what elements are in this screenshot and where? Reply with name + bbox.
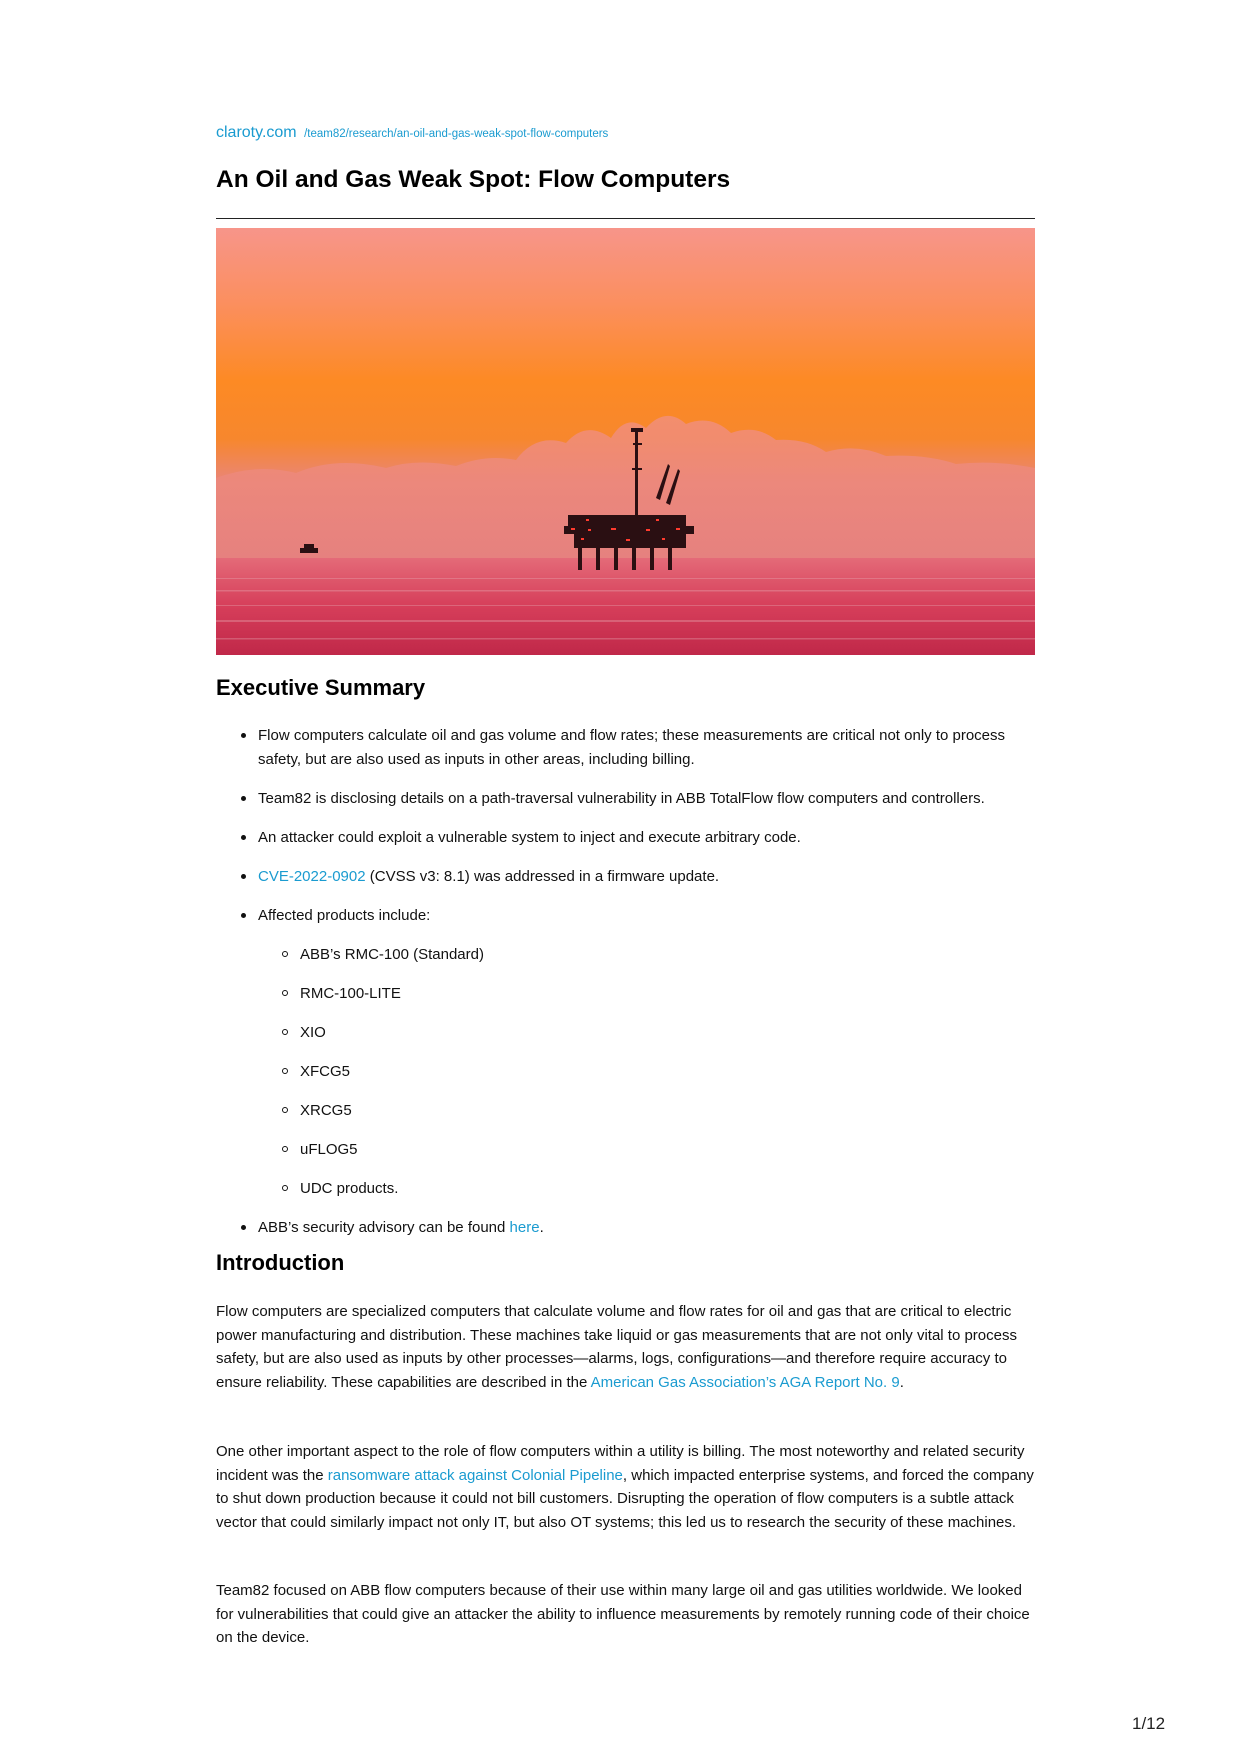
list-item: UDC products. <box>258 1177 1035 1201</box>
list-item: XFCG5 <box>258 1060 1035 1084</box>
summary-bullet-5: Affected products include: ABB’s RMC-100 (Standard) RMC-100-LITE XIO XFCG5 XRCG5 uFLOG5 UDC products. <box>216 904 1035 1201</box>
page-title: An Oil and Gas Weak Spot: Flow Computers <box>216 166 731 193</box>
executive-summary-heading: Executive Summary <box>216 675 426 700</box>
executive-summary-list <box>216 724 1035 1255</box>
offshore-oil-platform-sunset-image <box>216 228 1035 655</box>
affected-products-list <box>258 943 1035 1201</box>
introduction-heading: Introduction <box>216 1250 345 1275</box>
list-item: XRCG5 <box>258 1099 1035 1123</box>
summary-bullet-2: Team82 is disclosing details on a path-traversal vulnerability in ABB TotalFlow flow computers and controllers. <box>216 787 1035 811</box>
list-item: ABB’s RMC-100 (Standard) <box>258 943 1035 967</box>
page-number: 1/12 <box>1132 1714 1166 1733</box>
summary-bullet-1: Flow computers calculate oil and gas volume and flow rates; these measurements are critical not only to process safety, but are also used as inputs in other areas, including billing. <box>216 724 1035 771</box>
summary-bullet-3: An attacker could exploit a vulnerable system to inject and execute arbitrary code. <box>216 826 1035 850</box>
list-item: uFLOG5 <box>258 1138 1035 1162</box>
list-item: XIO <box>258 1021 1035 1045</box>
source-path-link[interactable]: /team82/research/an-oil-and-gas-weak-spot-flow-computers <box>304 128 609 140</box>
summary-bullet-4: CVE-2022-0902 (CVSS v3: 8.1) was addressed in a firmware update. <box>216 865 1035 889</box>
aga-report-link[interactable]: American Gas Association’s AGA Report No. 9 <box>590 1373 900 1391</box>
intro-paragraph-3: Team82 focused on ABB flow computers because of their use within many large oil and gas utilities worldwide. We looked for vulnerabilities that could give an attacker the ability to influence measurements by remotely running code of their choice on the device. <box>216 1582 1030 1646</box>
intro-paragraph-2: One other important aspect to the role of flow computers within a utility is billing. The most noteworthy and related security incident was the ransomware attack against Colonial Pipeline, which impacted enterprise systems, and forced the company to shut down production because it could not bill customers. Disrupting the operation of flow computers is a subtle attack vector that could similarly impact not only IT, but also OT systems; this led us to research the security of these machines. <box>216 1443 1034 1531</box>
source-domain-link[interactable]: claroty.com <box>216 124 297 141</box>
source-url[interactable] <box>216 124 608 142</box>
title-divider <box>216 218 1035 219</box>
colonial-pipeline-link[interactable]: ransomware attack against Colonial Pipeline <box>327 1466 623 1484</box>
summary-bullet-6: ABB’s security advisory can be found here. <box>216 1216 1035 1240</box>
cve-link[interactable]: CVE-2022-0902 <box>258 867 366 885</box>
intro-paragraph-1: Flow computers are specialized computers that calculate volume and flow rates for oil and gas that are critical to electric power manufacturing and distribution. These machines take liquid or gas measurements that are not only vital to process safety, but are also used as inputs by other processes—alarms, logs, configurations—and therefore require accuracy to ensure reliability. These capabilities are described in the American Gas Association’s AGA Report No. 9. <box>216 1303 1017 1391</box>
advisory-here-link[interactable]: here <box>509 1218 540 1236</box>
list-item: RMC-100-LITE <box>258 982 1035 1006</box>
